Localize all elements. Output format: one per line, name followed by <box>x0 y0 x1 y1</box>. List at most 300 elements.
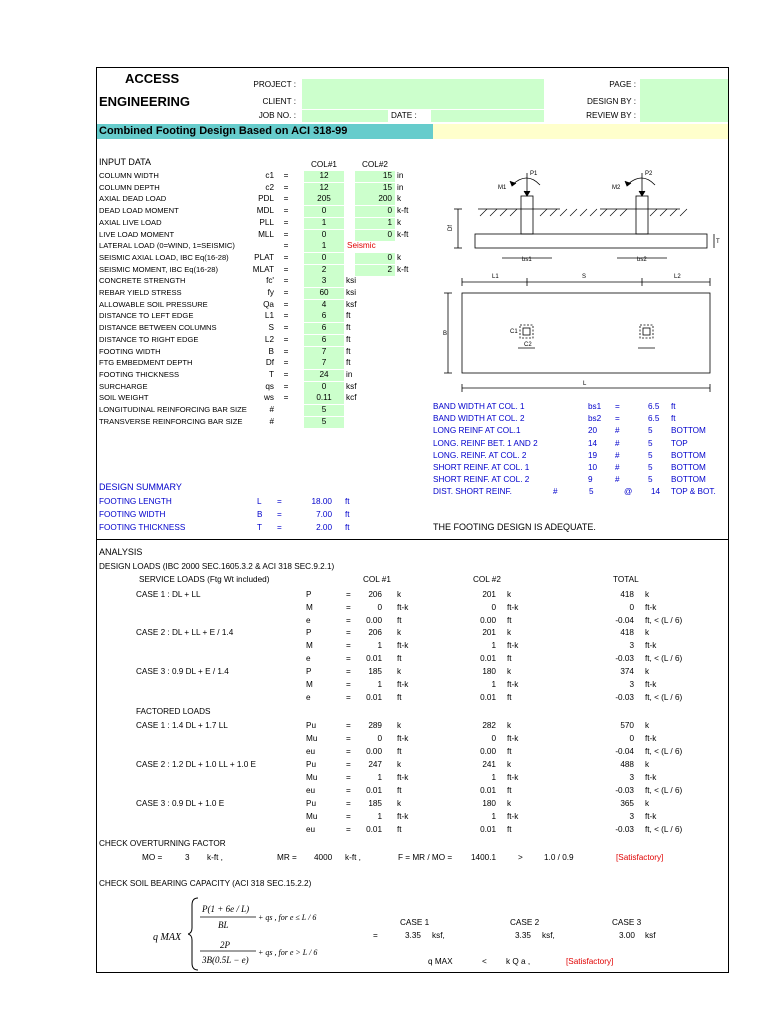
case-eq: = <box>346 615 351 625</box>
case-total-unit: ft-k <box>645 602 657 612</box>
diagram-bs1: bs1 <box>522 257 532 263</box>
summary-label: FOOTING WIDTH <box>99 510 166 519</box>
result-col-c: 5 <box>648 426 653 436</box>
col1-input-field[interactable]: 0 <box>304 382 344 393</box>
case-col2-unit: k <box>507 760 512 769</box>
project-field[interactable] <box>302 79 544 109</box>
jobno-field[interactable] <box>302 110 388 122</box>
result-col-a: 9 <box>588 475 593 485</box>
col1-input-field[interactable]: 12 <box>304 183 344 194</box>
case-col1-unit: k <box>397 799 402 808</box>
case-col2-value: 180 <box>482 799 496 808</box>
case-col2-unit: ft <box>507 615 512 625</box>
case-total-unit: k <box>645 667 650 676</box>
col1-input-field[interactable]: 5 <box>304 405 344 416</box>
case-total-value: 0 <box>629 733 634 743</box>
input-label: COLUMN WIDTH <box>99 171 159 180</box>
input-unit: ksf <box>346 299 357 309</box>
input-label: LIVE LOAD MOMENT <box>99 229 175 239</box>
input-eq: = <box>283 229 289 239</box>
result-col-d: 14 <box>651 487 661 497</box>
input-unit: k <box>397 217 402 227</box>
result-col-d: BOTTOM <box>671 475 706 485</box>
input-label: LATERAL LOAD (0=WIND, 1=SEISMIC) <box>99 241 235 251</box>
case-col1-unit: ft <box>397 746 402 756</box>
input-eq: = <box>283 171 289 180</box>
input-symbol: PLL <box>259 217 274 227</box>
formula1-tail: + qs , for e ≤ L / 6 <box>258 913 317 922</box>
case-symbol: M <box>306 602 313 612</box>
case-col1-value: 0 <box>377 602 382 612</box>
input-symbol: qs <box>265 381 274 391</box>
col1-input-field[interactable]: 1 <box>304 241 344 252</box>
input-label: DEAD LOAD MOMENT <box>99 206 179 216</box>
case-col1-unit: k <box>397 628 402 637</box>
case-col2-unit: ft-k <box>507 602 519 612</box>
case-col1-unit: ft-k <box>397 811 409 821</box>
case-col2-value: 241 <box>482 760 496 769</box>
bearing-v1: 3.35 <box>405 931 421 940</box>
input-symbol: MDL <box>256 206 274 216</box>
input-symbol: PLAT <box>254 252 274 262</box>
input-eq: = <box>283 206 289 216</box>
result-col-b: # <box>615 463 620 472</box>
case-symbol: P <box>306 667 312 676</box>
col1-input-field[interactable]: 4 <box>304 300 344 311</box>
case-name: CASE 3 : 0.9 DL + 1.0 E <box>136 799 225 808</box>
summary-label: FOOTING THICKNESS <box>99 523 186 532</box>
input-label: SURCHARGE <box>99 381 148 391</box>
case-col1-unit: k <box>397 760 402 769</box>
case-symbol: Pu <box>306 760 317 769</box>
col1-input-field[interactable]: 6 <box>304 311 344 322</box>
input-label: DISTANCE TO LEFT EDGE <box>99 311 194 321</box>
input-unit: kcf <box>346 393 357 403</box>
col2-label: COL #2 <box>473 575 501 584</box>
page-field[interactable] <box>640 79 728 122</box>
summary-value: 7.00 <box>316 510 332 519</box>
col2-input-field[interactable]: 0 <box>355 230 395 241</box>
input-eq: = <box>283 182 289 192</box>
bearing-u2: ksf, <box>542 931 555 940</box>
case-total-unit: ft, < (L / 6) <box>645 746 683 756</box>
company-line2: ENGINEERING <box>99 94 191 109</box>
lateral-type-note: Seismic <box>347 241 376 251</box>
col1-input-field[interactable]: 2 <box>304 265 344 276</box>
case-col1-value: 206 <box>368 628 382 637</box>
case-eq: = <box>346 824 351 834</box>
case-col2-unit: ft-k <box>507 772 519 782</box>
case-col1-unit: ft-k <box>397 772 409 782</box>
input-eq: = <box>283 194 289 204</box>
case-eq: = <box>346 602 351 612</box>
input-eq: = <box>283 252 289 262</box>
diagram-s: S <box>582 274 587 280</box>
diagram-df: Df <box>448 225 454 231</box>
case-total-value: 418 <box>620 628 634 637</box>
conclusion-text: THE FOOTING DESIGN IS ADEQUATE. <box>433 522 596 532</box>
summary-eq: = <box>277 497 282 506</box>
col2-input-field[interactable]: 15 <box>355 171 395 182</box>
page-label: PAGE : <box>609 80 636 89</box>
case-total-value: 3 <box>629 772 634 782</box>
case-symbol: eu <box>306 785 316 795</box>
result-col-d: ft <box>671 402 676 411</box>
col1-input-field[interactable]: 60 <box>304 288 344 299</box>
case-col1-value: 185 <box>368 667 382 676</box>
col1-input-field[interactable]: 24 <box>304 370 344 381</box>
result-col-c: 5 <box>648 438 653 448</box>
case-col2-value: 1 <box>491 640 496 650</box>
col1-input-field[interactable]: 205 <box>304 194 344 205</box>
case-col1-value: 0 <box>377 733 382 743</box>
case-col1-value: 247 <box>368 760 382 769</box>
jobno-label: JOB NO. : <box>258 111 296 120</box>
input-unit: in <box>346 369 353 379</box>
case-col2-unit: k <box>507 799 512 808</box>
case-col2-unit: ft-k <box>507 733 519 743</box>
input-eq: = <box>283 358 289 368</box>
input-unit: ksi <box>346 276 357 286</box>
input-unit: ksi <box>346 288 357 297</box>
case-total-value: 3 <box>629 679 634 689</box>
input-symbol: T <box>268 369 274 379</box>
case-col2-value: 282 <box>482 721 496 730</box>
case-col1-unit: k <box>397 590 402 599</box>
case-total-unit: ft-k <box>645 772 657 782</box>
result-col-d: BOTTOM <box>671 463 706 472</box>
result-col-d: TOP <box>671 438 688 448</box>
mr-value: 4000 <box>314 853 333 862</box>
case-eq: = <box>346 640 351 650</box>
input-label: COLUMN DEPTH <box>99 182 160 192</box>
result-col-d: BOTTOM <box>671 426 706 436</box>
case-name: CASE 1 : DL + LL <box>136 590 201 599</box>
case-col1-unit: ft <box>397 824 402 834</box>
input-unit: in <box>397 171 404 180</box>
input-eq: = <box>283 346 289 356</box>
case-col2-unit: k <box>507 628 512 637</box>
case-col2-value: 0.00 <box>480 615 496 625</box>
f-value: 1400.1 <box>471 853 497 862</box>
input-label: AXIAL LIVE LOAD <box>99 217 162 227</box>
diagram-b: B <box>443 331 448 337</box>
case-symbol: Mu <box>306 733 318 743</box>
result-col-a: # <box>553 487 558 497</box>
formula2-denominator: 3B(0.5L − e) <box>202 955 249 965</box>
case-total-value: -0.03 <box>615 692 634 702</box>
col1-input-field[interactable]: 7 <box>304 358 344 369</box>
case-eq: = <box>346 746 351 756</box>
input-eq: = <box>283 276 289 286</box>
input-symbol: Qa <box>263 299 274 309</box>
case-symbol: M <box>306 640 313 650</box>
case-col1-value: 0.01 <box>366 824 382 834</box>
case-eq: = <box>346 811 351 821</box>
input-label: LONGITUDINAL REINFORCING BAR SIZE <box>99 405 247 414</box>
designby-label: DESIGN BY : <box>587 97 636 106</box>
col1-input-field[interactable]: 0 <box>304 230 344 241</box>
input-unit: k-ft <box>397 229 409 239</box>
case-total-unit: ft, < (L / 6) <box>645 785 683 795</box>
case-eq: = <box>346 679 351 689</box>
total-label: TOTAL <box>613 575 639 584</box>
summary-value: 2.00 <box>316 523 332 532</box>
diagram-p1: P1 <box>530 171 538 177</box>
case-total-value: -0.04 <box>615 615 634 625</box>
input-eq: = <box>283 393 289 403</box>
footing-diagram <box>440 163 722 398</box>
case-total-unit: ft-k <box>645 640 657 650</box>
date-field[interactable] <box>431 110 544 122</box>
result-col-a: bs1 <box>588 402 602 411</box>
result-col-a: 20 <box>588 426 598 436</box>
result-col-c: @ <box>624 487 633 497</box>
bearing-status: [Satisfactory] <box>566 957 614 966</box>
case-eq: = <box>346 733 351 743</box>
case-name: CASE 1 : 1.4 DL + 1.7 LL <box>136 721 228 730</box>
case-col2-value: 0.01 <box>480 785 496 795</box>
case-name: CASE 2 : 1.2 DL + 1.0 LL + 1.0 E <box>136 760 257 769</box>
bearing-formula <box>188 895 338 973</box>
input-label: TRANSVERSE REINFORCING BAR SIZE <box>99 416 243 426</box>
case-col2-unit: ft-k <box>507 679 519 689</box>
case-total-unit: ft-k <box>645 679 657 689</box>
input-symbol: fy <box>267 288 274 297</box>
case-col2-unit: k <box>507 590 512 599</box>
result-col-c: 6.5 <box>648 402 660 411</box>
formula2-numerator: 2P <box>220 940 230 950</box>
input-unit: ft <box>346 334 351 344</box>
case-eq: = <box>346 760 351 769</box>
summary-unit: ft <box>345 510 350 519</box>
design-loads-label: DESIGN LOADS (IBC 2000 SEC.1605.3.2 & ACI 318 SEC.9.2.1) <box>99 562 335 571</box>
col2-input-field[interactable]: 200 <box>355 194 395 205</box>
col1-input-field[interactable]: 0 <box>304 253 344 264</box>
input-eq: = <box>283 264 289 274</box>
case-total-value: 0 <box>629 602 634 612</box>
col1-head: COL#1 <box>311 160 337 169</box>
company-line1: ACCESS <box>125 71 180 86</box>
result-col-a: 14 <box>588 438 598 448</box>
case-col2-unit: k <box>507 667 512 676</box>
input-label: REBAR YIELD STRESS <box>99 288 182 297</box>
col2-input-field[interactable]: 1 <box>355 218 395 229</box>
f-gt: > <box>518 853 523 862</box>
input-symbol: # <box>269 405 274 414</box>
case-col2-value: 0.01 <box>480 692 496 702</box>
mr-unit: k-ft , <box>345 853 361 862</box>
case-col1-value: 0.01 <box>366 692 382 702</box>
bearing-eq: = <box>373 931 378 940</box>
result-col-b: # <box>615 475 620 485</box>
diagram-m2: M2 <box>612 185 621 191</box>
input-unit: ft <box>346 358 351 368</box>
input-unit: ft <box>346 323 351 333</box>
input-symbol: MLL <box>258 229 274 239</box>
case-col1-unit: ft-k <box>397 679 409 689</box>
case-symbol: e <box>306 692 311 702</box>
case-col2-value: 0.00 <box>480 746 496 756</box>
result-label: BAND WIDTH AT COL. 2 <box>433 414 525 424</box>
case-total-value: 3 <box>629 640 634 650</box>
case-col2-unit: ft <box>507 824 512 834</box>
input-unit: k-ft <box>397 264 409 274</box>
case-eq: = <box>346 692 351 702</box>
qmax-text: q MAX <box>153 932 182 943</box>
col1-input-field[interactable]: 12 <box>304 171 344 182</box>
bearing-cmp-right: k Q a , <box>506 957 531 966</box>
bearing-v3: 3.00 <box>619 931 635 940</box>
col1-input-field[interactable]: 6 <box>304 335 344 346</box>
case-symbol: e <box>306 653 311 663</box>
case-col2-unit: ft-k <box>507 640 519 650</box>
mr-label: MR = <box>277 853 297 862</box>
col1-label: COL #1 <box>363 575 391 584</box>
summary-eq: = <box>277 523 282 532</box>
bearing-cmp-left: q MAX <box>428 957 453 966</box>
case-col2-value: 180 <box>482 667 496 676</box>
input-symbol: c1 <box>265 171 274 180</box>
input-eq: = <box>283 299 289 309</box>
result-col-c: 5 <box>648 450 653 460</box>
overturning-status: [Satisfactory] <box>616 853 664 862</box>
case-total-value: -0.03 <box>615 785 634 795</box>
mo-label: MO = <box>142 853 163 862</box>
input-unit: k <box>397 194 402 204</box>
col2-input-field[interactable]: 15 <box>355 183 395 194</box>
qmax-symbol <box>153 932 181 943</box>
input-eq: = <box>283 288 289 297</box>
case-col1-value: 1 <box>377 679 382 689</box>
result-col-b: # <box>615 438 620 448</box>
case-total-unit: k <box>645 590 650 599</box>
bearing-case3: CASE 3 <box>612 918 642 927</box>
case-col1-unit: k <box>397 721 402 730</box>
input-label: CONCRETE STRENGTH <box>99 276 186 286</box>
result-col-a: bs2 <box>588 414 602 424</box>
sheet-title: Combined Footing Design Based on ACI 318-99 <box>97 124 433 139</box>
case-eq: = <box>346 628 351 637</box>
f-label: F = MR / MO = <box>398 853 453 862</box>
case-col1-unit: ft <box>397 615 402 625</box>
diagram-c2: C2 <box>524 342 532 348</box>
result-col-c: 6.5 <box>648 414 660 424</box>
service-title: SERVICE LOADS (Ftg Wt included) <box>139 575 270 584</box>
input-label: SOIL WEIGHT <box>99 393 149 403</box>
result-col-d: ft <box>671 414 676 424</box>
input-eq: = <box>283 323 289 333</box>
factored-title: FACTORED LOADS <box>136 707 211 716</box>
case-col2-value: 0.01 <box>480 653 496 663</box>
col1-input-field[interactable]: 1 <box>304 218 344 229</box>
title-band <box>433 124 728 139</box>
result-label: LONG REINF AT COL.1 <box>433 426 521 436</box>
case-col1-value: 0.00 <box>366 746 382 756</box>
result-col-a: 19 <box>588 450 598 460</box>
col1-input-field[interactable]: 0 <box>304 206 344 217</box>
bearing-heading: CHECK SOIL BEARING CAPACITY (ACI 318 SEC.15.2.2) <box>99 879 312 888</box>
result-col-e: TOP & BOT. <box>671 487 716 497</box>
input-eq: = <box>283 241 289 251</box>
case-col1-value: 206 <box>368 590 382 599</box>
case-col2-unit: ft <box>507 746 512 756</box>
case-total-unit: ft, < (L / 6) <box>645 653 683 663</box>
result-col-b: = <box>615 402 620 411</box>
case-col2-value: 1 <box>491 772 496 782</box>
input-symbol: L2 <box>264 334 274 344</box>
case-col1-value: 0.01 <box>366 785 382 795</box>
col1-input-field[interactable]: 0.11 <box>304 393 344 404</box>
case-total-unit: k <box>645 721 650 730</box>
input-eq: = <box>283 311 289 321</box>
input-symbol: PDL <box>258 194 274 204</box>
case-col2-value: 0 <box>491 602 496 612</box>
summary-label: FOOTING LENGTH <box>99 497 172 506</box>
col2-input-field[interactable]: 0 <box>355 206 395 217</box>
case-col1-unit: ft-k <box>397 733 409 743</box>
case-symbol: M <box>306 679 313 689</box>
input-label: FTG EMBEDMENT DEPTH <box>99 358 193 368</box>
input-unit: ft <box>346 311 351 321</box>
input-label: DISTANCE BETWEEN COLUMNS <box>99 323 217 333</box>
case-name: CASE 2 : DL + LL + E / 1.4 <box>136 628 234 637</box>
case-col2-value: 201 <box>482 628 496 637</box>
case-total-unit: ft-k <box>645 811 657 821</box>
case-col2-value: 0 <box>491 733 496 743</box>
case-symbol: Pu <box>306 721 317 730</box>
col2-head: COL#2 <box>362 160 388 169</box>
result-label: BAND WIDTH AT COL. 1 <box>433 402 525 411</box>
case-symbol: P <box>306 590 312 599</box>
case-col1-value: 289 <box>368 721 382 730</box>
case-col1-unit: k <box>397 667 402 676</box>
input-unit: k <box>397 252 402 262</box>
case-name: CASE 3 : 0.9 DL + E / 1.4 <box>136 667 229 676</box>
input-unit: ksf <box>346 381 357 391</box>
col1-input-field[interactable]: 5 <box>304 417 344 428</box>
col1-input-field[interactable]: 7 <box>304 347 344 358</box>
bearing-cmp-lt: < <box>482 957 487 966</box>
case-col2-unit: ft-k <box>507 811 519 821</box>
result-col-c: 5 <box>648 463 653 472</box>
case-total-unit: ft, < (L / 6) <box>645 615 683 625</box>
input-label: FOOTING THICKNESS <box>99 369 180 379</box>
bearing-case1: CASE 1 <box>400 918 430 927</box>
input-unit: ft <box>346 346 351 356</box>
bearing-u1: ksf, <box>432 931 445 940</box>
analysis-heading: ANALYSIS <box>99 547 143 557</box>
case-eq: = <box>346 799 351 808</box>
bearing-case2: CASE 2 <box>510 918 540 927</box>
col1-input-field[interactable]: 3 <box>304 276 344 287</box>
result-label: SHORT REINF. AT COL. 1 <box>433 463 530 472</box>
client-label: CLIENT : <box>262 97 296 106</box>
case-total-unit: k <box>645 799 650 808</box>
case-col1-value: 1 <box>377 772 382 782</box>
case-col1-value: 0.00 <box>366 615 382 625</box>
reviewby-label: REVIEW BY : <box>586 111 636 120</box>
col2-input-field[interactable]: 2 <box>355 265 395 276</box>
col1-input-field[interactable]: 6 <box>304 323 344 334</box>
bearing-v2: 3.35 <box>515 931 531 940</box>
col2-input-field[interactable]: 0 <box>355 253 395 264</box>
input-symbol: fc' <box>266 276 274 286</box>
mo-unit: k-ft , <box>207 853 223 862</box>
result-col-d: BOTTOM <box>671 450 706 460</box>
result-label: LONG. REINF. AT COL. 2 <box>433 450 527 460</box>
summary-heading: DESIGN SUMMARY <box>99 482 182 492</box>
